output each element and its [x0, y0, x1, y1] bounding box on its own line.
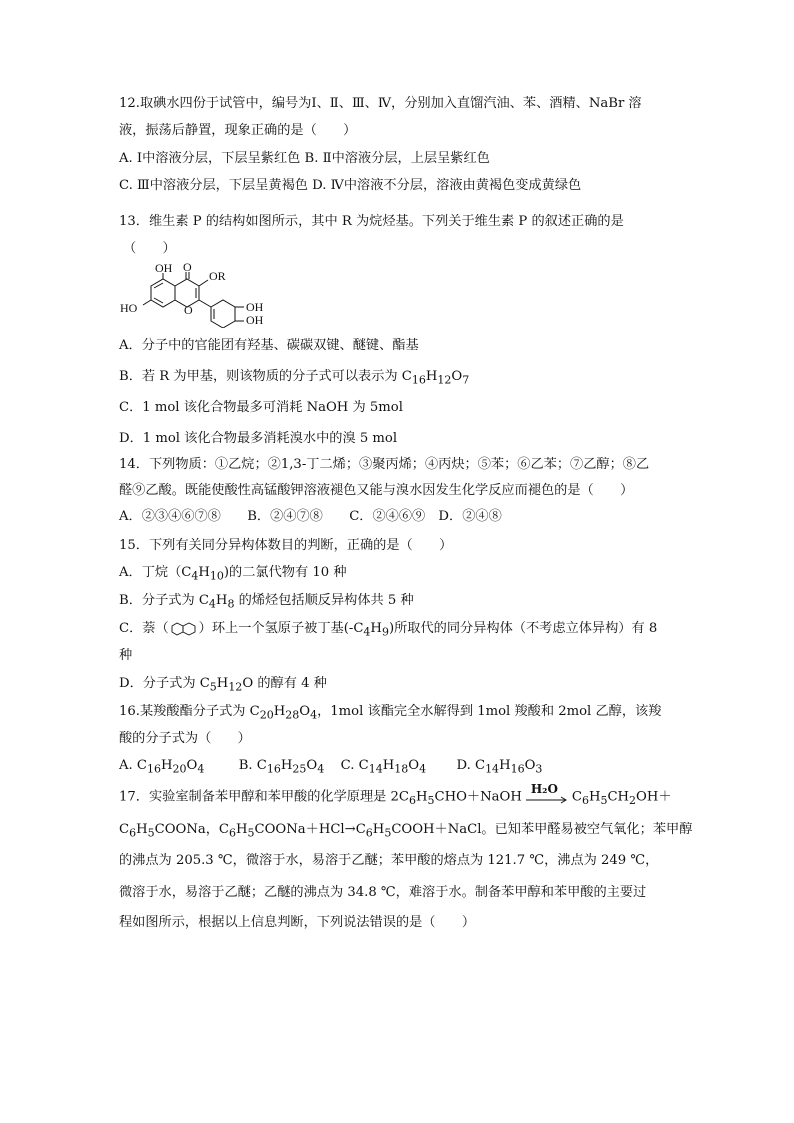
- q12-options-cd: C. Ⅲ中溶液分层，下层呈黄褐色 D. Ⅳ中溶液不分层，溶液由黄褐色变成黄绿色: [119, 178, 582, 193]
- q17-stem-line1: 17．实验室制备苯甲醇和苯甲酸的化学原理是 $2C_6H_5CHO+NaOH$ H₂O $C_6H_5CH_2OH+$: [119, 782, 672, 808]
- q17-stem-line2: $C_6H_5COONa$，$C_6H_5COONa+HCl\to C_6H_5COOH+NaCl$。已知苯甲醛易被空气氧化；苯甲醇: [119, 822, 693, 840]
- q17-stem-line4: 微溶于水，易溶于乙醚；乙醚的沸点为 34.8 ℃，难溶于水。制备苯甲醇和苯甲酸的主要过: [119, 885, 647, 900]
- q12-stem-line2: 液，振荡后静置，现象正确的是（ ）: [119, 123, 357, 138]
- q16-option-c: C. $C_{14}H_{18}O_4$: [340, 758, 427, 776]
- q14-stem-line1: 14．下列物质：①乙烷；②1,3-丁二烯；③聚丙烯；④丙炔；⑤苯；⑥乙苯；⑦乙醇；⑧乙: [119, 457, 650, 472]
- label-o-carbonyl: O: [183, 262, 192, 274]
- q16-stem-line2: 酸的分子式为（ ）: [119, 731, 251, 746]
- q16-options: [119, 757, 542, 779]
- q13-stem-line1: 13．维生素 P 的结构如图所示，其中 R 为烷烃基。下列关于维生素 P 的叙述正确的是: [119, 214, 624, 229]
- naphthalene-icon: [169, 622, 199, 636]
- label-o-ring: O: [184, 303, 193, 317]
- arrow-icon: [525, 796, 569, 804]
- q13-option-c: C．1 mol 该化合物最多可消耗 NaOH 为 5mol: [119, 400, 403, 415]
- q16-option-b: B. $C_{16}H_{25}O_4$: [238, 758, 325, 776]
- q15-option-c-line2: 种: [119, 648, 133, 663]
- q15-option-a: A．丁烷$(C_4H_{10})$的二氯代物有 10 种: [119, 565, 347, 583]
- label-oh-right-2: OH: [246, 313, 264, 327]
- vitamin-p-structure: [116, 262, 336, 328]
- label-oh-right-1: OH: [246, 300, 264, 314]
- q17-stem-line5: 程如图所示，根据以上信息判断，下列说法错误的是（ ）: [119, 915, 476, 930]
- q15-stem: 15．下列有关同分异构体数目的判断，正确的是（ ）: [119, 538, 453, 553]
- q14-stem-line2: 醛⑨乙酸。既能使酸性高锰酸钾溶液褪色又能与溴水因发生化学反应而褪色的是（ ）: [119, 483, 634, 498]
- q13-option-b: B．若 R 为甲基，则该物质的分子式可以表示为 $C_{16}H_{12}O_7$: [119, 369, 470, 387]
- q13-stem-line2: （ ）: [123, 241, 176, 256]
- q14-options: A．②③④⑥⑦⑧ B．②④⑦⑧ C．②④⑥⑨ D．②④⑧: [119, 509, 502, 524]
- label-ho: HO: [120, 301, 138, 315]
- label-or: OR: [209, 269, 226, 283]
- q13-option-a: A．分子中的官能团有羟基、碳碳双键、醚键、酯基: [119, 338, 419, 353]
- q16-stem-line1: 16.某羧酸酯分子式为 $C_{20}H_{28}O_4$，1mol 该酯完全水解得到 1mol 羧酸和 2mol 乙醇，该羧: [119, 704, 662, 722]
- q15-option-b: B．分子式为 $C_4H_8$ 的烯烃包括顺反异构体共 5 种: [119, 593, 414, 611]
- q12-stem-line1: 12.取碘水四份于试管中，编号为Ⅰ、Ⅱ、Ⅲ、Ⅳ，分别加入直馏汽油、苯、酒精、NaBr 溶: [119, 96, 642, 111]
- arrow-label: H₂O: [530, 782, 558, 796]
- reaction-arrow: [525, 782, 569, 806]
- q12-options-ab: A. Ⅰ中溶液分层，下层呈紫红色 B. Ⅱ中溶液分层，上层呈紫红色: [119, 151, 490, 166]
- q13-option-d: D．1 mol 该化合物最多消耗溴水中的溴 5 mol: [119, 431, 398, 446]
- q16-option-a: A. $C_{16}H_{20}O_4$: [119, 758, 205, 776]
- label-oh-top: OH: [155, 262, 173, 275]
- q15-option-c: C．萘（ ）环上一个氢原子被丁基$(-C_4H_9)$所取代的同分异构体（不考虑立体异构）有 8: [119, 621, 658, 639]
- q15-option-d: D．分子式为 $C_5H_{12}O$ 的醇有 4 种: [119, 676, 327, 694]
- q17-stem-line3: 的沸点为 205.3 ℃，微溶于水，易溶于乙醚；苯甲酸的熔点为 121.7 ℃，沸点为 249 ℃，: [119, 853, 659, 868]
- q16-option-d: D. $C_{14}H_{16}O_3$: [456, 758, 543, 776]
